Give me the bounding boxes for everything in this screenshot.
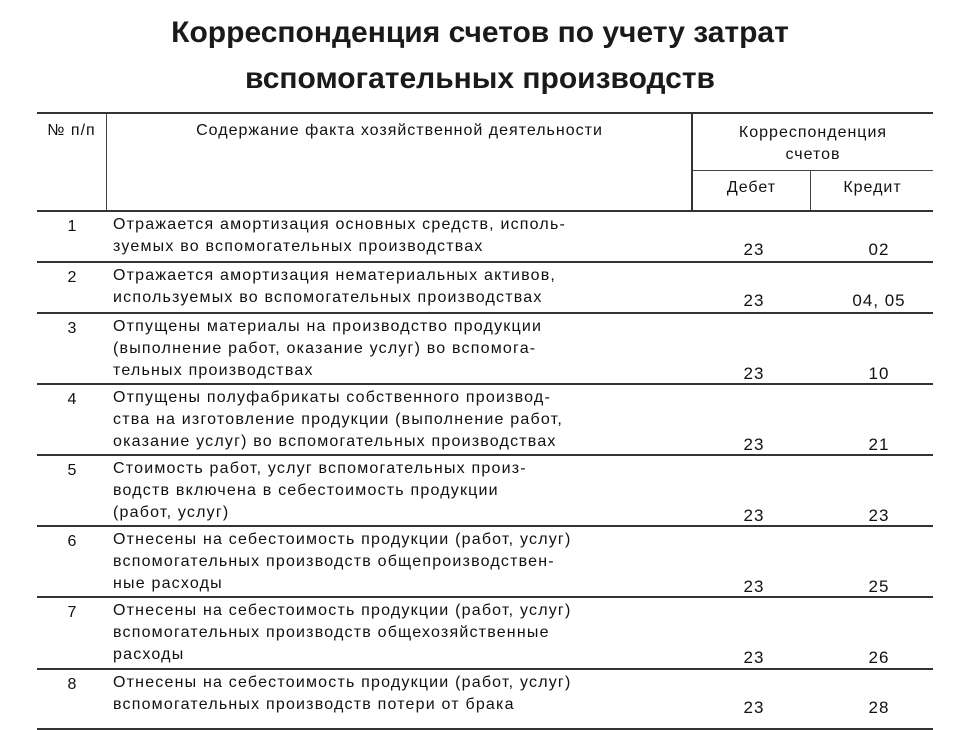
row-content-line: зуемых во вспомогательных производствах — [113, 238, 484, 255]
table-row — [37, 598, 933, 670]
row-content — [113, 458, 703, 524]
table-row — [37, 385, 933, 456]
row-debit: 23 — [743, 648, 765, 667]
row-content-line: вспомогательных производств потери от брака — [113, 696, 515, 713]
title-line-1: Корреспонденция счетов по учету затрат — [171, 16, 789, 49]
page-title — [0, 10, 960, 102]
header-debit: Дебет — [691, 171, 811, 210]
table-row — [37, 212, 933, 263]
row-content — [113, 600, 703, 666]
row-content-line: Стоимость работ, услуг вспомогательных произ- — [113, 460, 527, 477]
row-credit: 21 — [868, 435, 890, 454]
row-content-line: ные расходы — [113, 575, 223, 592]
row-content — [113, 265, 703, 309]
row-content — [113, 316, 703, 382]
row-number: 2 — [67, 269, 77, 286]
row-content-line: используемых во вспомогательных производствах — [113, 289, 543, 306]
header-correspondence-line-2: счетов — [785, 146, 841, 163]
table-row — [37, 263, 933, 314]
row-debit: 23 — [743, 364, 765, 383]
row-credit: 10 — [868, 364, 890, 383]
row-content-line: вспомогательных производств общепроизводствен- — [113, 553, 555, 570]
row-content — [113, 529, 703, 595]
table-row — [37, 670, 933, 730]
row-content-line: Отнесены на себестоимость продукции (работ, услуг) — [113, 674, 572, 691]
row-content-line: тельных производствах — [113, 362, 314, 379]
header-number: № п/п — [37, 114, 107, 210]
row-content-line: водств включена в себестоимость продукции — [113, 482, 499, 499]
table-row — [37, 527, 933, 598]
row-content-line: (работ, услуг) — [113, 504, 230, 521]
table-body — [37, 212, 933, 730]
row-content — [113, 387, 703, 453]
table-header — [37, 114, 933, 212]
header-correspondence-line-1: Корреспонденция — [738, 124, 888, 141]
header-credit: Кредит — [843, 179, 902, 196]
row-debit: 23 — [743, 506, 765, 525]
header-correspondence — [691, 114, 933, 171]
row-number: 1 — [67, 218, 77, 235]
row-debit: 23 — [743, 240, 765, 259]
row-content-line: Отражается амортизация нематериальных активов, — [113, 267, 557, 284]
row-credit: 28 — [868, 698, 890, 717]
row-content-line: (выполнение работ, оказание услуг) во вспомога- — [113, 340, 537, 357]
row-debit: 23 — [743, 291, 765, 310]
row-content-line: оказание услуг) во вспомогательных производствах — [113, 433, 557, 450]
row-number: 4 — [67, 391, 77, 408]
row-credit: 25 — [868, 577, 890, 596]
row-content — [113, 672, 703, 716]
row-number: 7 — [67, 604, 77, 621]
row-debit: 23 — [743, 577, 765, 596]
row-credit: 26 — [868, 648, 890, 667]
row-credit: 23 — [868, 506, 890, 525]
row-content-line: ства на изготовление продукции (выполнение работ, — [113, 411, 563, 428]
row-content-line: Отпущены полуфабрикаты собственного производ- — [113, 389, 551, 406]
row-content-line: Отражается амортизация основных средств, исполь- — [113, 216, 567, 233]
row-number: 8 — [67, 676, 77, 693]
title-line-2: вспомогательных производств — [245, 62, 715, 95]
header-content: Содержание факта хозяйственной деятельности — [196, 122, 603, 139]
row-content-line: Отпущены материалы на производство продукции — [113, 318, 543, 335]
table-row — [37, 456, 933, 527]
table-row — [37, 314, 933, 385]
row-debit: 23 — [743, 435, 765, 454]
accounts-table — [37, 112, 933, 730]
row-debit: 23 — [743, 698, 765, 717]
row-number: 6 — [67, 533, 77, 550]
row-credit: 02 — [868, 240, 890, 259]
row-content — [113, 214, 703, 258]
row-credit: 04, 05 — [852, 291, 906, 310]
row-content-line: Отнесены на себестоимость продукции (работ, услуг) — [113, 531, 572, 548]
row-content-line: расходы — [113, 646, 185, 663]
row-number: 5 — [67, 462, 77, 479]
row-number: 3 — [67, 320, 77, 337]
row-content-line: Отнесены на себестоимость продукции (работ, услуг) — [113, 602, 572, 619]
row-content-line: вспомогательных производств общехозяйственные — [113, 624, 550, 641]
